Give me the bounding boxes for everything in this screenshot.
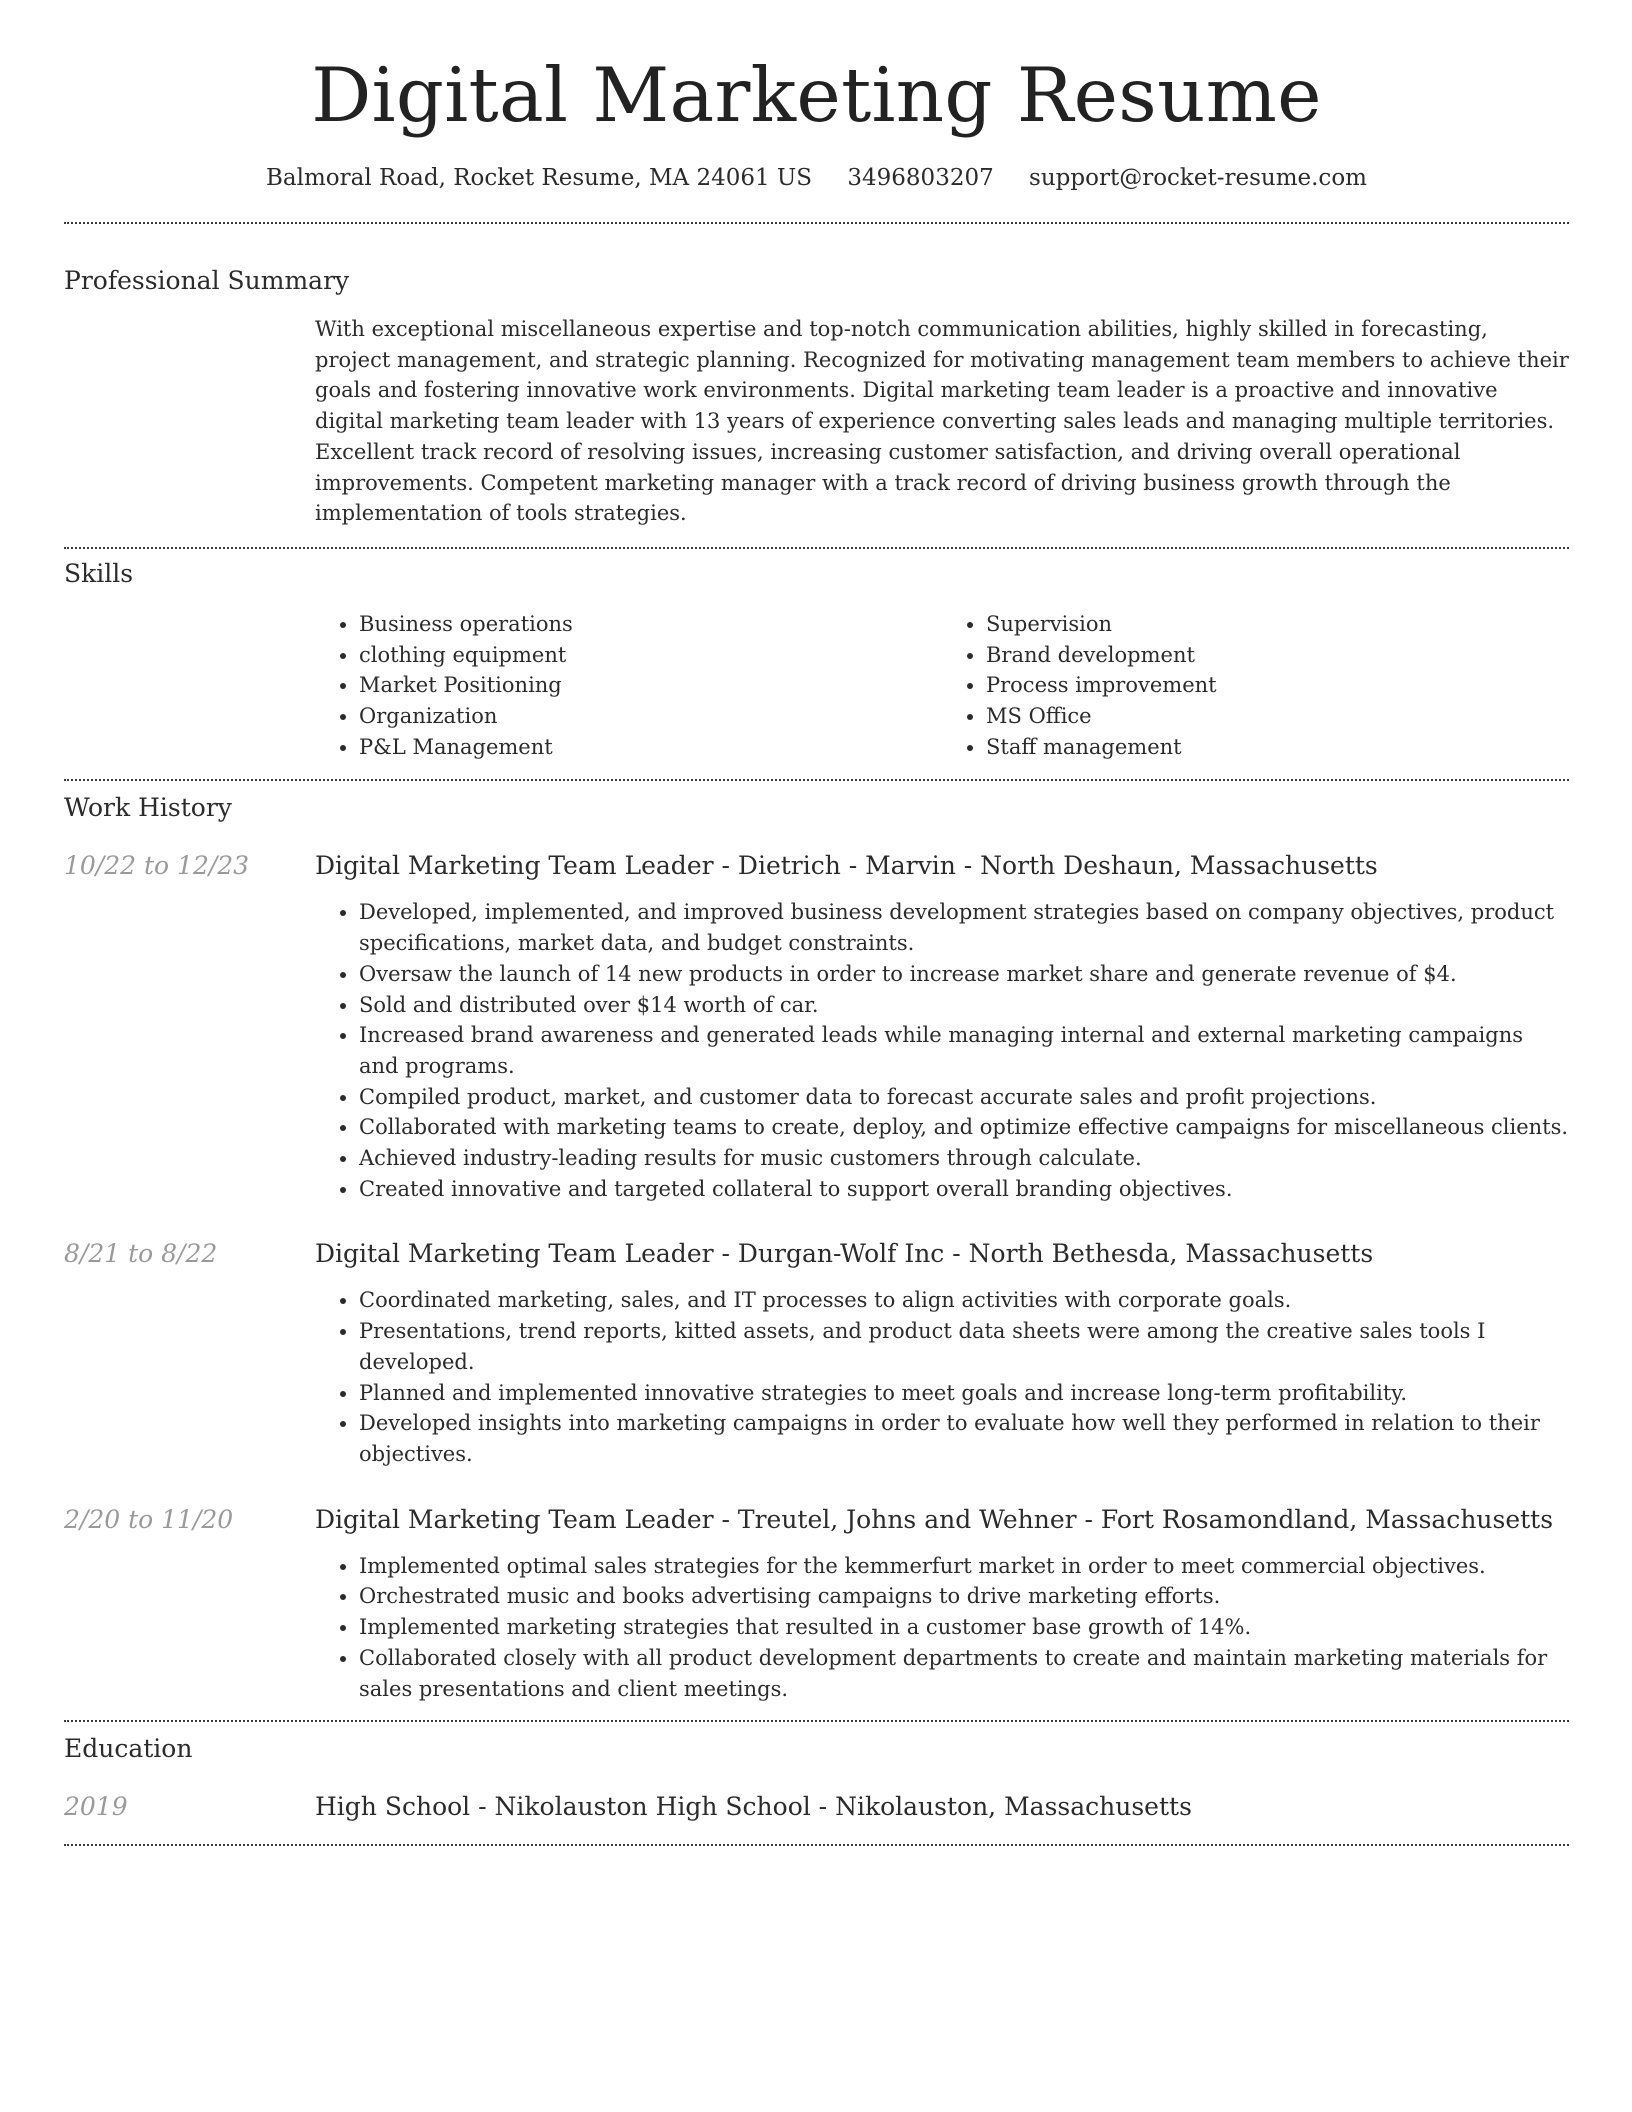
work-heading: Work History — [64, 793, 232, 823]
divider — [64, 222, 1569, 224]
job-bullet: • Created innovative and targeted collateral to support overall branding objectives. — [359, 1174, 1569, 1205]
skill-item: • Process improvement — [986, 670, 1569, 701]
job-bullet: • Presentations, trend reports, kitted assets, and product data sheets were among the creative sales tools I developed. — [359, 1316, 1569, 1377]
skill-item: • Market Positioning — [359, 670, 942, 701]
summary-section — [64, 264, 1569, 298]
job-dates: 10/22 to 12/23 — [64, 851, 250, 881]
job-title: Digital Marketing Team Leader - Dietrich - Marvin - North Deshaun, Massachusetts — [315, 851, 1378, 881]
divider — [64, 547, 1569, 549]
job-bullet: • Oversaw the launch of 14 new products in order to increase market share and generate revenue of $4. — [359, 959, 1569, 990]
job-bullet: • Collaborated closely with all product development departments to create and maintain marketing materials for sales presentations and client meetings. — [359, 1643, 1569, 1704]
skill-item: • Business operations — [359, 609, 942, 640]
skill-item: • Staff management — [986, 732, 1569, 763]
job-bullet: • Compiled product, market, and customer data to forecast accurate sales and profit projections. — [359, 1082, 1569, 1113]
skill-item: • clothing equipment — [359, 640, 942, 671]
education-year: 2019 — [64, 1792, 128, 1822]
resume-title: Digital Marketing Resume — [311, 51, 1322, 139]
job-entry — [64, 849, 1569, 1204]
skills-column-right — [942, 609, 1569, 763]
divider — [64, 1720, 1569, 1722]
skill-item: • P&L Management — [359, 732, 942, 763]
job-bullet: • Planned and implemented innovative strategies to meet goals and increase long-term profitability. — [359, 1378, 1569, 1409]
job-bullet: • Increased brand awareness and generated leads while managing internal and external marketing campaigns and programs. — [359, 1020, 1569, 1081]
job-bullet: • Collaborated with marketing teams to create, deploy, and optimize effective campaigns for miscellaneous clients. — [359, 1112, 1569, 1143]
summary-text: With exceptional miscellaneous expertise and top-notch communication abilities, highly skilled in forecasting, project management, and strategic planning. Recognized for motivating management team members to achieve their goals and fostering innovative work environments. Digital marketing team leader is a proactive and innovative digital marketing team leader with 13 years of experience converting sales leads and managing multiple territories. Excellent track record of resolving issues, increasing customer satisfaction, and driving overall operational improvements. Competent marketing manager with a track record of driving business growth through the implementation of tools strategies. — [315, 317, 1569, 526]
skill-item: • Supervision — [986, 609, 1569, 640]
education-entry — [64, 1790, 1569, 1824]
skills-list — [315, 609, 1569, 763]
job-bullet: • Coordinated marketing, sales, and IT processes to align activities with corporate goals. — [359, 1285, 1569, 1316]
job-dates: 2/20 to 11/20 — [64, 1504, 234, 1534]
job-entry — [64, 1503, 1569, 1705]
job-bullet: • Implemented marketing strategies that resulted in a customer base growth of 14%. — [359, 1612, 1569, 1643]
job-title: Digital Marketing Team Leader - Treutel, Johns and Wehner - Fort Rosamondland, Massachusetts — [315, 1504, 1554, 1534]
summary-heading: Professional Summary — [64, 266, 350, 295]
job-bullet: • Achieved industry-leading results for music customers through calculate. — [359, 1143, 1569, 1174]
skill-item: • MS Office — [986, 701, 1569, 732]
job-bullets — [315, 897, 1569, 1204]
divider — [64, 779, 1569, 781]
education-title: High School - Nikolauston High School - Nikolauston, Massachusetts — [315, 1792, 1192, 1822]
job-bullet: • Sold and distributed over $14 worth of car. — [359, 990, 1569, 1021]
skills-heading: Skills — [64, 558, 134, 588]
job-bullet: • Orchestrated music and books advertising campaigns to drive marketing efforts. — [359, 1581, 1569, 1612]
job-bullets — [315, 1551, 1569, 1705]
job-bullet: • Developed, implemented, and improved business development strategies based on company objectives, product specifications, market data, and budget constraints. — [359, 897, 1569, 958]
job-title: Digital Marketing Team Leader - Durgan-Wolf Inc - North Bethesda, Massachusetts — [315, 1239, 1374, 1269]
skills-column-left — [315, 609, 942, 763]
contact-email: support@rocket-resume.com — [1029, 165, 1367, 191]
contact-phone: 3496803207 — [847, 165, 994, 191]
skills-section — [64, 557, 1569, 763]
work-section — [64, 791, 1569, 1704]
job-bullet: • Developed insights into marketing campaigns in order to evaluate how well they performed in relation to their objectives. — [359, 1408, 1569, 1469]
education-heading: Education — [64, 1734, 193, 1764]
skill-item: • Organization — [359, 701, 942, 732]
job-entry — [64, 1237, 1569, 1469]
skill-item: • Brand development — [986, 640, 1569, 671]
education-section — [64, 1732, 1569, 1824]
job-bullets — [315, 1285, 1569, 1469]
divider — [64, 1844, 1569, 1846]
job-bullet: • Implemented optimal sales strategies for the kemmerfurt market in order to meet commercial objectives. — [359, 1551, 1569, 1582]
resume-page — [64, 0, 1569, 1846]
contact-address: Balmoral Road, Rocket Resume, MA 24061 US — [266, 165, 813, 191]
job-dates: 8/21 to 8/22 — [64, 1239, 218, 1269]
contact-line — [64, 160, 1569, 196]
